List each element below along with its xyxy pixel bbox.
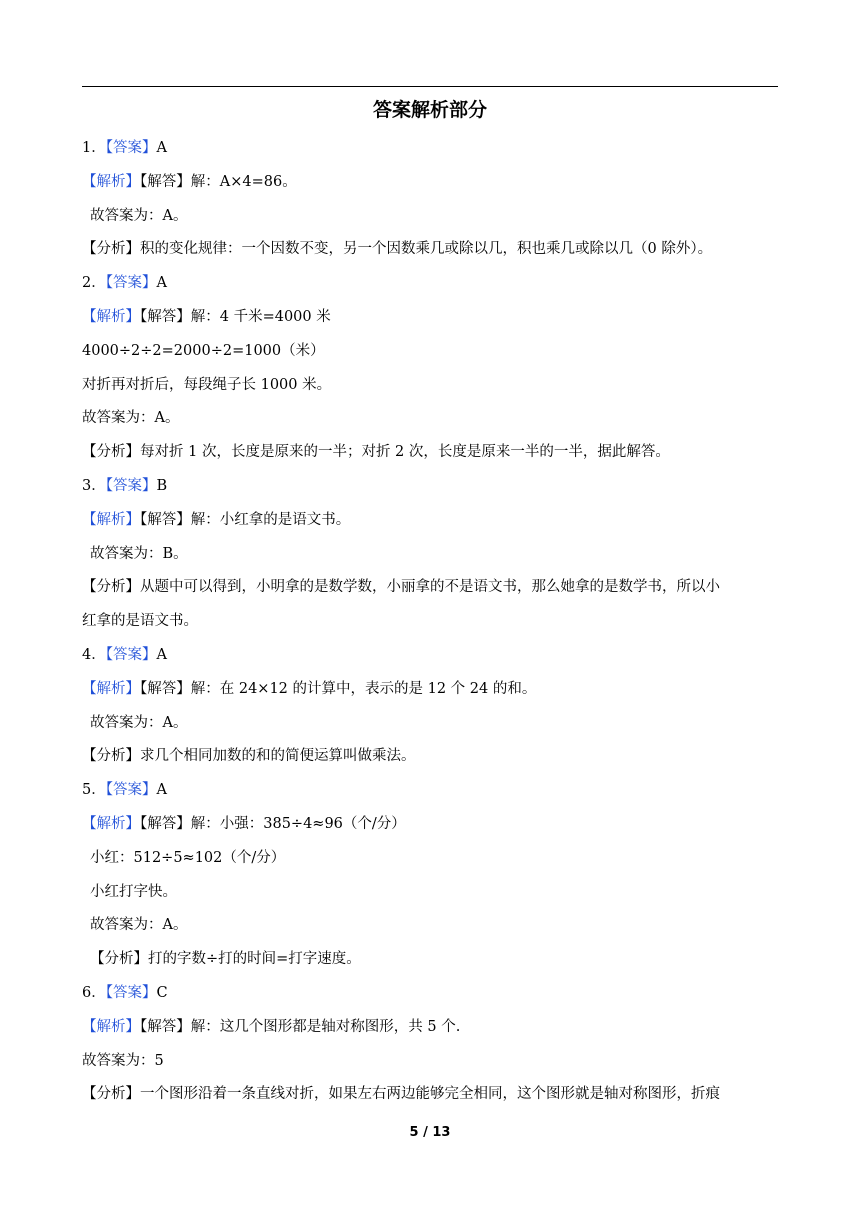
q2-solution-line xyxy=(82,306,782,340)
q3-solution: 【解答】解：小红拿的是语文书。 xyxy=(140,511,351,528)
answer-tag: 【答案】 xyxy=(105,646,157,663)
analysis-tag: 【解析】 xyxy=(82,308,140,325)
analysis-tag: 【解析】 xyxy=(82,1018,140,1035)
q5-answer-line xyxy=(82,779,782,813)
page-title: 答案解析部分 xyxy=(372,99,487,121)
q6-analysis: 【分析】一个图形沿着一条直线对折，如果左右两边能够完全相同，这个图形就是轴对称图形，折痕 xyxy=(82,1086,720,1103)
q1-solution-line xyxy=(82,171,782,205)
q1-analysis: 【分析】积的变化规律：一个因数不变，另一个因数乘几或除以几，积也乘几或除以几（0 除外）。 xyxy=(82,241,713,258)
q4-solution-line xyxy=(82,678,782,712)
page-number: 5 / 13 xyxy=(409,1125,451,1140)
q4-solution: 【解答】解：在 24×12 的计算中，表示的是 12 个 24 的和。 xyxy=(140,680,537,697)
q2-conclusion: 故答案为：A。 xyxy=(82,410,180,427)
q5-solution-line xyxy=(82,813,782,847)
answer-tag: 【答案】 xyxy=(105,275,157,292)
q1-answer: A xyxy=(156,140,167,156)
q2-calculation: 4000÷2÷2=2000÷2=1000（米） xyxy=(82,342,325,359)
q6-solution-line xyxy=(82,1016,782,1050)
q3-number: 3． xyxy=(82,477,106,494)
q2-number: 2． xyxy=(82,275,106,292)
q6-solution: 【解答】解：这几个图形都是轴对称图形，共 5 个. xyxy=(140,1018,461,1035)
q5-analysis: 【分析】打的字数÷打的时间=打字速度。 xyxy=(90,951,361,968)
q5-conclusion: 故答案为：A。 xyxy=(90,917,188,934)
q3-analysis-1: 【分析】从题中可以得到，小明拿的是数学数，小丽拿的不是语文书，那么她拿的是数学书，所以小 xyxy=(82,579,720,596)
q1-answer-line xyxy=(82,137,782,171)
q4-analysis: 【分析】求几个相同加数的和的简便运算叫做乘法。 xyxy=(82,748,416,765)
q5-number: 5． xyxy=(82,782,106,799)
q5-answer: A xyxy=(156,782,167,799)
q4-answer: A xyxy=(156,646,167,663)
q5-result: 小红打字快。 xyxy=(90,883,177,900)
q2-solution: 【解答】解：4 千米=4000 米 xyxy=(140,308,331,325)
q3-answer-line xyxy=(82,475,782,509)
q3-conclusion: 故答案为：B。 xyxy=(90,545,188,562)
q5-solution: 【解答】解：小强：385÷4≈96（个/分） xyxy=(140,815,406,832)
q3-answer: B xyxy=(156,477,168,494)
q5-calculation: 小红：512÷5≈102（个/分） xyxy=(90,849,286,866)
q1-solution: 【解答】解：A×4=86。 xyxy=(140,173,297,190)
header-rule xyxy=(82,86,778,87)
q3-solution-line xyxy=(82,509,782,543)
q3-analysis-2: 红拿的是语文书。 xyxy=(82,613,198,630)
q1-conclusion: 故答案为：A。 xyxy=(90,207,188,224)
analysis-tag: 【解析】 xyxy=(82,815,140,832)
q6-answer: C xyxy=(156,984,168,1001)
q6-answer-line xyxy=(82,982,782,1016)
q4-answer-line xyxy=(82,644,782,678)
q6-conclusion: 故答案为：5 xyxy=(82,1052,164,1069)
answer-tag: 【答案】 xyxy=(105,140,157,156)
answer-tag: 【答案】 xyxy=(105,477,157,494)
q2-answer: A xyxy=(156,275,167,292)
q2-result: 对折再对折后，每段绳子长 1000 米。 xyxy=(82,376,332,393)
analysis-tag: 【解析】 xyxy=(82,680,140,697)
q2-analysis: 【分析】每对折 1 次，长度是原来的一半；对折 2 次，长度是原来一半的一半，据此解答。 xyxy=(82,444,670,461)
q4-number: 4． xyxy=(82,646,106,663)
q4-conclusion: 故答案为：A。 xyxy=(90,714,188,731)
q2-answer-line xyxy=(82,272,782,306)
q1-number: 1． xyxy=(82,140,106,156)
answer-tag: 【答案】 xyxy=(105,782,157,799)
answer-tag: 【答案】 xyxy=(105,984,157,1001)
analysis-tag: 【解析】 xyxy=(82,511,140,528)
analysis-tag: 【解析】 xyxy=(82,173,140,190)
answer-content xyxy=(82,137,782,1117)
q6-number: 6． xyxy=(82,984,106,1001)
